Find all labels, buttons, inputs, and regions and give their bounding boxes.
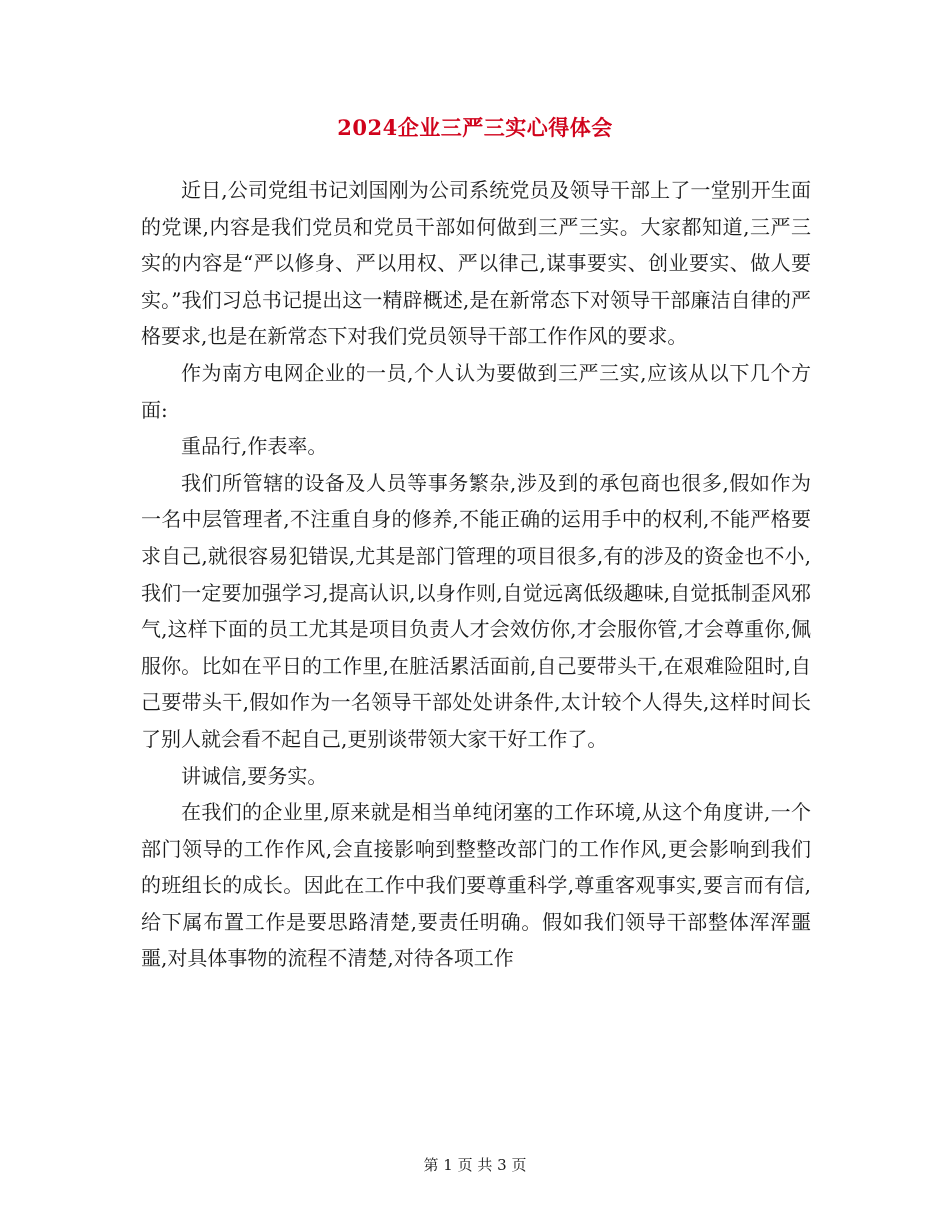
body-paragraph: 我们所管辖的设备及人员等事务繁杂,涉及到的承包商也很多,假如作为一名中层管理者,不注重自身的修养,不能正确的运用手中的权利,不能严格要求自己,就很容易犯错误,尤其是部门管理的项目很多,有的涉及的资金也不小,我们一定要加强学习,提高认识,以身作则,自觉远离低级趣味,自觉抵制歪风邪气,这样下面的员工尤其是项目负责人才会效仿你,才会服你管,才会尊重你,佩服你。比如在平日的工作里,在脏活累活面前,自己要带头干,在艰难险阻时,自己要带头干,假如作为一名领导干部处处讲条件,太计较个人得失,这样时间长了别人就会看不起自己,更别谈带领大家干好工作了。 — [141, 470, 811, 751]
section-heading: 讲诚信,要务实。 — [181, 763, 328, 788]
document-body — [141, 172, 811, 977]
body-paragraph: 在我们的企业里,原来就是相当单纯闭塞的工作环境,从这个角度讲,一个部门领导的工作作风,会直接影响到整整改部门的工作作风,更会影响到我们的班组长的成长。因此在工作中我们要尊重科学,尊重客观事实,要言而有信,给下属布置工作是要思路清楚,要责任明确。假如我们领导干部整体浑浑噩噩,对具体事物的流程不清楚,对待各项工作 — [141, 800, 811, 971]
body-paragraph: 近日,公司党组书记刘国刚为公司系统党员及领导干部上了一堂别开生面的党课,内容是我们党员和党员干部如何做到三严三实。大家都知道,三严三实的内容是“严以修身、严以用权、严以律己,谋事要实、创业要实、做人要实。”我们习总书记提出这一精辟概述,是在新常态下对领导干部廉洁自律的严格要求,也是在新常态下对我们党员领导干部工作作风的要求。 — [141, 178, 811, 349]
section-heading: 重品行,作表率。 — [181, 434, 328, 459]
body-paragraph: 作为南方电网企业的一员,个人认为要做到三严三实,应该从以下几个方面: — [141, 360, 811, 422]
page-number-footer: 第 1 页 共 3 页 — [423, 1156, 527, 1174]
document-title: 2024企业三严三实心得体会 — [337, 115, 613, 140]
